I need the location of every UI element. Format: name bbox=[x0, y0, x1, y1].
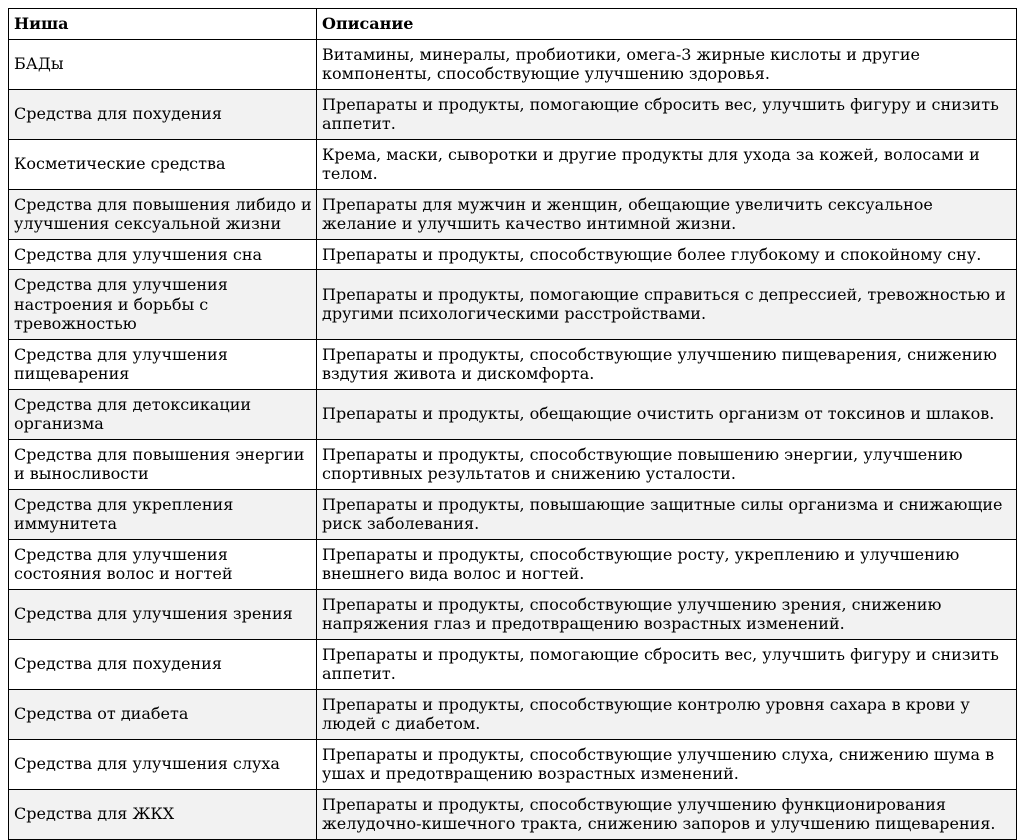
niche-cell: Средства для улучшения слуха bbox=[9, 739, 317, 789]
niche-cell: БАДы bbox=[9, 39, 317, 89]
table-row bbox=[9, 489, 1017, 539]
table-row bbox=[9, 739, 1017, 789]
niche-cell: Средства для похудения bbox=[9, 89, 317, 139]
table-row bbox=[9, 439, 1017, 489]
niche-cell: Средства для улучшения сна bbox=[9, 239, 317, 270]
table-row bbox=[9, 239, 1017, 270]
niche-cell: Средства для улучшения настроения и борьбы с тревожностью bbox=[9, 270, 317, 340]
description-cell: Препараты для мужчин и женщин, обещающие увеличить сексуальное желание и улучшить качество интимной жизни. bbox=[317, 189, 1017, 239]
niche-cell: Средства для улучшения пищеварения bbox=[9, 339, 317, 389]
niche-cell: Средства для укрепления иммунитета bbox=[9, 489, 317, 539]
description-cell: Препараты и продукты, способствующие улучшению слуха, снижению шума в ушах и предотвращению возрастных изменений. bbox=[317, 739, 1017, 789]
description-cell: Препараты и продукты, способствующие улучшению пищеварения, снижению вздутия живота и дискомфорта. bbox=[317, 339, 1017, 389]
niche-cell: Средства для повышения либидо и улучшения сексуальной жизни bbox=[9, 189, 317, 239]
table-row bbox=[9, 39, 1017, 89]
description-cell: Препараты и продукты, способствующие более глубокому и спокойному сну. bbox=[317, 239, 1017, 270]
table-row bbox=[9, 139, 1017, 189]
table-row bbox=[9, 339, 1017, 389]
table-row bbox=[9, 189, 1017, 239]
description-cell: Витамины, минералы, пробиотики, омега-3 жирные кислоты и другие компоненты, способствующие улучшению здоровья. bbox=[317, 39, 1017, 89]
description-cell: Препараты и продукты, помогающие сбросить вес, улучшить фигуру и снизить аппетит. bbox=[317, 639, 1017, 689]
table-row bbox=[9, 389, 1017, 439]
niche-cell: Средства от диабета bbox=[9, 689, 317, 739]
niche-cell: Средства для улучшения состояния волос и ногтей bbox=[9, 539, 317, 589]
description-cell: Препараты и продукты, обещающие очистить организм от токсинов и шлаков. bbox=[317, 389, 1017, 439]
table-row bbox=[9, 270, 1017, 340]
niche-cell: Косметические средства bbox=[9, 139, 317, 189]
niche-table bbox=[8, 8, 1017, 840]
niche-cell: Средства для улучшения зрения bbox=[9, 589, 317, 639]
header-row bbox=[9, 9, 1017, 40]
niche-cell: Средства для повышения энергии и выносливости bbox=[9, 439, 317, 489]
table-body bbox=[9, 39, 1017, 839]
description-cell: Препараты и продукты, способствующие повышению энергии, улучшению спортивных результатов и снижению усталости. bbox=[317, 439, 1017, 489]
description-cell: Препараты и продукты, повышающие защитные силы организма и снижающие риск заболевания. bbox=[317, 489, 1017, 539]
description-cell: Крема, маски, сыворотки и другие продукты для ухода за кожей, волосами и телом. bbox=[317, 139, 1017, 189]
table-row bbox=[9, 689, 1017, 739]
table-row bbox=[9, 539, 1017, 589]
header-description: Описание bbox=[317, 9, 1017, 40]
header-niche: Ниша bbox=[9, 9, 317, 40]
description-cell: Препараты и продукты, способствующие улучшению зрения, снижению напряжения глаз и предотвращению возрастных изменений. bbox=[317, 589, 1017, 639]
description-cell: Препараты и продукты, помогающие сбросить вес, улучшить фигуру и снизить аппетит. bbox=[317, 89, 1017, 139]
table-row bbox=[9, 639, 1017, 689]
description-cell: Препараты и продукты, способствующие улучшению функционирования желудочно-кишечного тракта, снижению запоров и улучшению пищеварения. bbox=[317, 789, 1017, 839]
description-cell: Препараты и продукты, способствующие росту, укреплению и улучшению внешнего вида волос и ногтей. bbox=[317, 539, 1017, 589]
table-row bbox=[9, 89, 1017, 139]
niche-cell: Средства для ЖКХ bbox=[9, 789, 317, 839]
description-cell: Препараты и продукты, помогающие справиться с депрессией, тревожностью и другими психологическими расстройствами. bbox=[317, 270, 1017, 340]
table-header bbox=[9, 9, 1017, 40]
table-row bbox=[9, 589, 1017, 639]
niche-cell: Средства для детоксикации организма bbox=[9, 389, 317, 439]
description-cell: Препараты и продукты, способствующие контролю уровня сахара в крови у людей с диабетом. bbox=[317, 689, 1017, 739]
niche-cell: Средства для похудения bbox=[9, 639, 317, 689]
